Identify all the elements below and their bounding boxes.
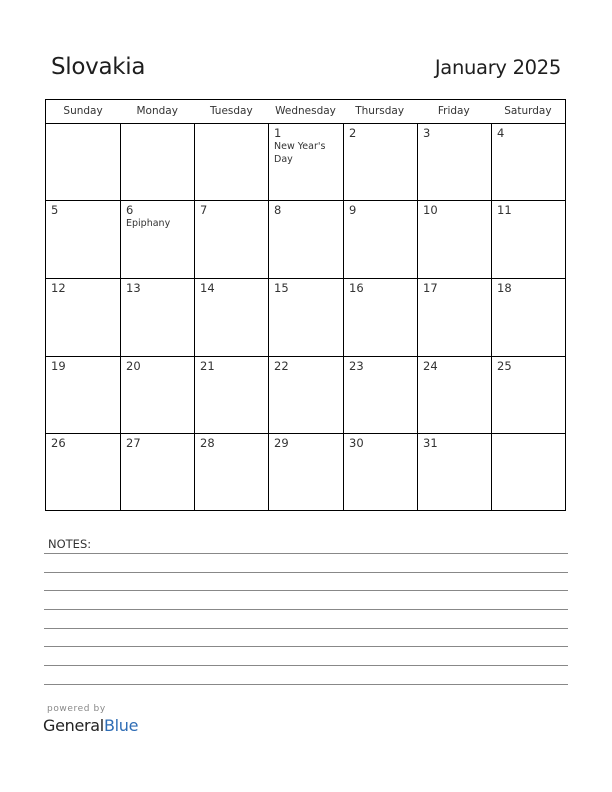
- day-number: 1: [274, 126, 282, 140]
- day-number: 12: [51, 281, 66, 295]
- weekday-saturday: Saturday: [504, 105, 552, 117]
- day-number: 21: [200, 359, 215, 373]
- day-cell: [492, 357, 565, 434]
- day-cell: [344, 434, 418, 510]
- day-number: 27: [126, 436, 141, 450]
- day-number: 7: [200, 203, 208, 217]
- day-cell: [121, 357, 195, 434]
- day-cell: [344, 357, 418, 434]
- day-number: 2: [349, 126, 357, 140]
- day-number: 28: [200, 436, 215, 450]
- day-cell: [269, 357, 344, 434]
- weekday-sunday: Sunday: [63, 105, 103, 117]
- notes-line: [44, 572, 568, 573]
- calendar-grid: [45, 99, 566, 511]
- holiday-label: Epiphany: [126, 218, 171, 229]
- day-cell: [46, 434, 121, 510]
- notes-line: [44, 590, 568, 591]
- weekday-friday: Friday: [437, 105, 470, 117]
- day-cell: [418, 357, 492, 434]
- day-cell: [492, 434, 565, 510]
- day-number: 30: [349, 436, 364, 450]
- notes-line: [44, 665, 568, 666]
- notes-line: [44, 609, 568, 610]
- day-cell: [195, 357, 269, 434]
- day-cell: [269, 124, 344, 201]
- day-number: 4: [497, 126, 505, 140]
- day-cell: [418, 279, 492, 357]
- day-cell: [492, 124, 565, 201]
- weekday-header-row: [46, 100, 565, 124]
- day-cell: [492, 279, 565, 357]
- brand-blue: Blue: [103, 716, 139, 735]
- day-number: 5: [51, 203, 59, 217]
- day-number: 14: [200, 281, 215, 295]
- powered-by-text: powered by: [47, 704, 106, 714]
- brand-general: General: [43, 716, 104, 735]
- day-cell: [418, 124, 492, 201]
- day-number: 13: [126, 281, 141, 295]
- day-number: 23: [349, 359, 364, 373]
- day-cell: [46, 124, 121, 201]
- day-number: 15: [274, 281, 289, 295]
- day-cell: [121, 434, 195, 510]
- notes-line: [44, 628, 568, 629]
- day-cell: [121, 279, 195, 357]
- day-number: 18: [497, 281, 512, 295]
- day-cell: [344, 124, 418, 201]
- holiday-label: New Year's Day: [274, 141, 326, 165]
- weekday-monday: Monday: [136, 105, 178, 117]
- day-cell: [121, 201, 195, 279]
- day-cell: [344, 279, 418, 357]
- day-cell: [418, 434, 492, 510]
- day-cells: [46, 124, 565, 510]
- day-cell: [121, 124, 195, 201]
- day-cell: [418, 201, 492, 279]
- day-number: 22: [274, 359, 289, 373]
- weekday-thursday: Thursday: [355, 105, 405, 117]
- day-number: 19: [51, 359, 66, 373]
- day-cell: [195, 279, 269, 357]
- day-cell: [269, 434, 344, 510]
- day-cell: [195, 201, 269, 279]
- notes-line: [44, 553, 568, 554]
- day-number: 25: [497, 359, 512, 373]
- day-number: 29: [274, 436, 289, 450]
- day-number: 3: [423, 126, 431, 140]
- day-cell: [492, 201, 565, 279]
- day-number: 24: [423, 359, 438, 373]
- day-cell: [344, 201, 418, 279]
- day-cell: [269, 279, 344, 357]
- day-number: 16: [349, 281, 364, 295]
- day-number: 10: [423, 203, 438, 217]
- notes-label: NOTES:: [48, 537, 92, 551]
- notes-line: [44, 646, 568, 647]
- weekday-wednesday: Wednesday: [275, 105, 336, 117]
- day-cell: [46, 201, 121, 279]
- day-number: 8: [274, 203, 282, 217]
- day-number: 11: [497, 203, 512, 217]
- day-number: 9: [349, 203, 357, 217]
- day-cell: [195, 124, 269, 201]
- country-title: Slovakia: [51, 54, 146, 80]
- day-cell: [269, 201, 344, 279]
- day-cell: [195, 434, 269, 510]
- day-number: 31: [423, 436, 438, 450]
- weekday-tuesday: Tuesday: [209, 105, 253, 117]
- day-number: 20: [126, 359, 141, 373]
- month-year-title: January 2025: [434, 56, 561, 79]
- day-number: 17: [423, 281, 438, 295]
- notes-line: [44, 684, 568, 685]
- day-cell: [46, 357, 121, 434]
- day-number: 26: [51, 436, 66, 450]
- day-number: 6: [126, 203, 134, 217]
- day-cell: [46, 279, 121, 357]
- generalblue-logo: [43, 716, 138, 735]
